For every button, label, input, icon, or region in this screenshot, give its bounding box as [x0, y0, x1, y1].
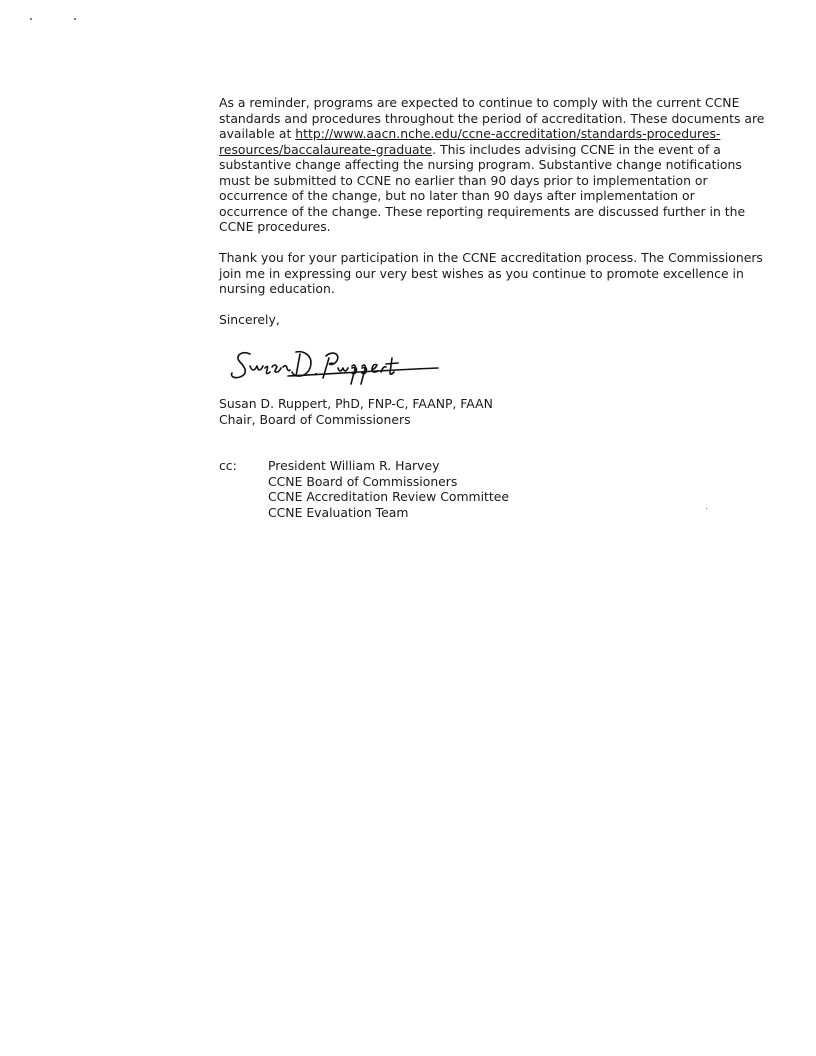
paragraph-line: must be submitted to CCNE no earlier than 90 days prior to implementation or — [219, 172, 708, 188]
letter-body — [219, 95, 765, 343]
scan-speck — [74, 18, 76, 20]
paragraph-line: join me in expressing our very best wishes as you continue to promote excellence in — [219, 265, 744, 281]
cc-recipient: CCNE Evaluation Team — [268, 504, 409, 520]
paragraph-line: occurrence of the change, but no later than 90 days after implementation or — [219, 188, 695, 203]
paragraph-line: occurrence of the change. These reporting requirements are discussed further in the — [219, 203, 746, 219]
scan-speck — [706, 508, 707, 509]
closing: Sincerely, — [219, 312, 280, 327]
reminder-paragraph — [219, 95, 765, 235]
cc-recipient: President William R. Harvey — [268, 458, 440, 473]
paragraph-text: . This includes advising CCNE in the event of a — [432, 141, 721, 157]
paragraph-line: standards and procedures throughout the period of accreditation. These documents are — [219, 110, 765, 126]
standards-link[interactable]: http://www.aacn.nche.edu/ccne-accreditation/standards-procedures- — [295, 126, 721, 141]
signature-text: Susan D. Ruppert — [228, 384, 237, 385]
paragraph-line: Thank you for your participation in the CCNE accreditation process. The Commissioners — [219, 250, 763, 265]
signature-block — [219, 396, 493, 427]
paragraph-text: available at — [219, 126, 296, 141]
signer-name: Susan D. Ruppert, PhD, FNP-C, FAANP, FAAN — [219, 396, 493, 411]
paragraph-line: substantive change affecting the nursing program. Substantive change notifications — [219, 157, 742, 172]
cc-recipient: CCNE Board of Commissioners — [268, 473, 458, 489]
cc-recipient: CCNE Accreditation Review Committee — [268, 489, 510, 504]
scan-speck — [30, 18, 32, 20]
paragraph-line — [219, 142, 749, 158]
paragraph-line: nursing education. — [219, 281, 335, 296]
paragraph-line: CCNE procedures. — [219, 219, 331, 234]
handwritten-signature — [228, 346, 443, 386]
paragraph-line: As a reminder, programs are expected to continue to comply with the current CCNE — [219, 95, 740, 110]
paragraph-line — [219, 126, 749, 142]
thank-you-paragraph — [219, 250, 763, 297]
signer-title: Chair, Board of Commissioners — [219, 411, 411, 427]
standards-link-continued[interactable]: resources/baccalaureate-graduate — [219, 141, 433, 157]
cc-label: cc: — [219, 458, 237, 473]
cc-recipient-list — [268, 458, 509, 520]
